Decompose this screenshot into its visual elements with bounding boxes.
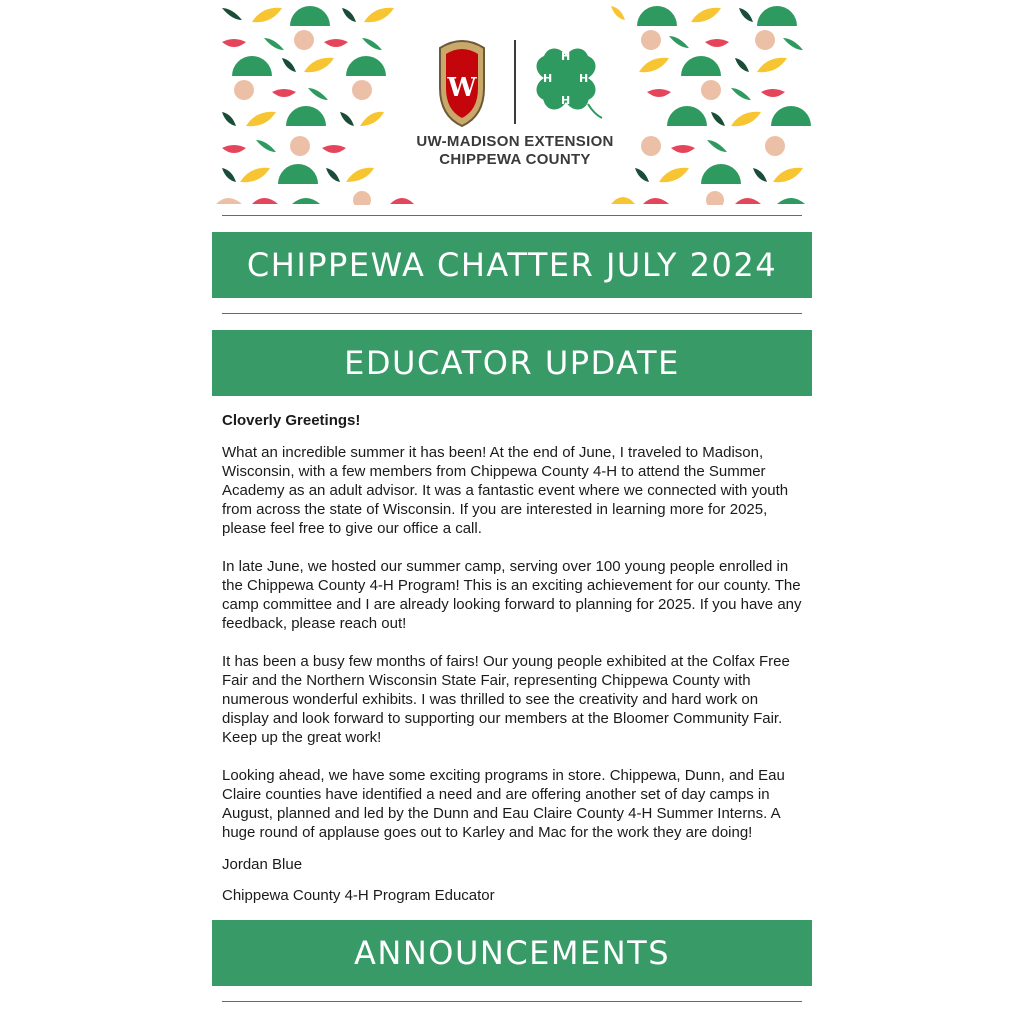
newsletter-title: CHIPPEWA CHATTER JULY 2024 xyxy=(212,232,812,298)
logo-divider xyxy=(514,40,516,124)
logo-lockup xyxy=(410,34,620,174)
header-banner xyxy=(212,0,812,205)
paragraph: It has been a busy few months of fairs! Our young people exhibited at the Colfax Free Fair and the Northern Wisconsin State Fair, representing Chippewa County with numerous wonderful exhibits. I was thrilled to see the creativity and hard work on display and look forward to supporting our members at the Bloomer Community Fair. Keep up the great work! xyxy=(222,653,790,746)
section-heading-educator-update: EDUCATOR UPDATE xyxy=(212,330,812,396)
svg-text:H: H xyxy=(561,50,571,63)
decorative-pattern-left xyxy=(212,0,417,205)
signature-name: Jordan Blue xyxy=(222,856,303,873)
svg-text:W: W xyxy=(447,73,477,103)
four-h-clover-icon xyxy=(526,38,606,124)
uw-crest-icon xyxy=(432,38,492,128)
svg-text:H: H xyxy=(543,72,553,85)
divider-rule xyxy=(222,1001,802,1002)
paragraph: Looking ahead, we have some exciting programs in store. Chippewa, Dunn, and Eau Claire counties have identified a need and are offering another set of day camps in August, planned and led by the Dunn and Eau Claire County 4-H Summer Interns. A huge round of applause goes out to Karley and Mac for the work they are doing! xyxy=(222,767,785,841)
svg-text:H: H xyxy=(579,72,589,85)
section-heading-announcements: ANNOUNCEMENTS xyxy=(212,920,812,986)
divider-rule xyxy=(222,313,802,314)
signature-title: Chippewa County 4-H Program Educator xyxy=(222,887,495,904)
decorative-pattern-right xyxy=(607,0,812,205)
educator-update-body xyxy=(212,412,812,904)
paragraph: In late June, we hosted our summer camp, serving over 100 young people enrolled in the Chippewa County 4-H Program! This is an exciting achievement for our county. The camp committee and I are already looking forward to planning for 2025. If you have any feedback, please reach out! xyxy=(222,558,802,632)
org-name-line1: UW-MADISON EXTENSION xyxy=(416,133,614,150)
paragraph: What an incredible summer it has been! At the end of June, I traveled to Madison, Wisconsin, with a few members from Chippewa County 4-H to attend the Summer Academy as an adult advisor. It was a fantastic event where we connected with youth from across the state of Wisconsin. If you are interested in learning more for 2025, please feel free to give our office a call. xyxy=(222,444,789,537)
divider-rule xyxy=(222,215,802,216)
newsletter-container xyxy=(212,0,812,1002)
greeting: Cloverly Greetings! xyxy=(222,412,361,429)
svg-text:H: H xyxy=(561,94,571,107)
org-name-line2: CHIPPEWA COUNTY xyxy=(439,151,591,168)
